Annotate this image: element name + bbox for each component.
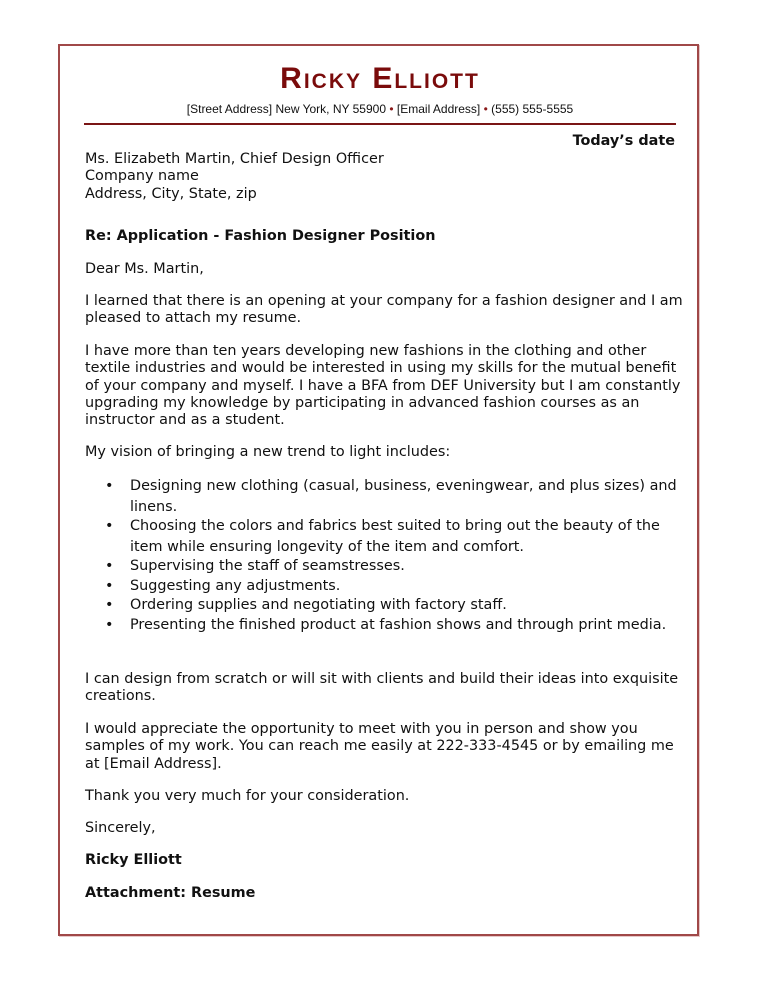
recipient-company: Company name bbox=[85, 168, 199, 185]
letter-date: Today’s date bbox=[572, 133, 675, 149]
attachment-note: Attachment: Resume bbox=[85, 885, 256, 901]
list-item: • Ordering supplies and negotiating with factory staff. bbox=[85, 595, 685, 616]
bullet-icon: • bbox=[105, 518, 114, 534]
list-item: • Designing new clothing (casual, business, eveningwear, and plus sizes) and linens. bbox=[105, 478, 677, 515]
subject-line: Re: Application - Fashion Designer Position bbox=[85, 228, 436, 244]
bullet-icon: • bbox=[105, 558, 114, 574]
contact-email: [Email Address] bbox=[396, 102, 481, 116]
recipient-block bbox=[85, 151, 685, 203]
bullet-icon: • bbox=[105, 577, 114, 594]
paragraph-1: I learned that there is an opening at your company for a fashion designer and I am pleased to attach my resume. bbox=[85, 293, 683, 327]
paragraph-2: I have more than ten years developing new fashions in the clothing and other textile industries and would be interested in using my skills for the mutual benefit of your company and myself. I have a BFA from DEF University but I am constantly upgrading my knowledge by participating in advanced fashion courses as an instructor and as a student. bbox=[85, 343, 681, 429]
contact-phone: (555) 555-5555 bbox=[491, 102, 574, 116]
paragraph-5: I would appreciate the opportunity to meet with you in person and show you samples of my work. You can reach me easily at 222-333-4545 or by emailing me at [Email Address]. bbox=[85, 721, 674, 772]
list-item: • Presenting the finished product at fashion shows and through print media. bbox=[85, 615, 685, 636]
vision-list bbox=[85, 476, 685, 634]
header-divider bbox=[84, 123, 676, 125]
list-item: • Choosing the colors and fabrics best suited to bring out the beauty of the item while ensuring longevity of the item and comfort. bbox=[105, 518, 660, 555]
salutation: Dear Ms. Martin, bbox=[85, 261, 204, 277]
paragraph-6: Thank you very much for your consideration. bbox=[85, 788, 410, 804]
paragraph-3: My vision of bringing a new trend to light includes: bbox=[85, 444, 451, 460]
sender-name: Ricky Elliott bbox=[280, 62, 480, 95]
bullet-icon: • bbox=[105, 478, 114, 494]
list-item: • Supervising the staff of seamstresses. bbox=[85, 556, 685, 577]
list-item: • Suggesting any adjustments. bbox=[85, 576, 685, 597]
separator-dot: • bbox=[483, 102, 488, 116]
bullet-icon: • bbox=[105, 616, 114, 633]
recipient-address: Address, City, State, zip bbox=[85, 185, 257, 202]
separator-dot: • bbox=[389, 102, 394, 116]
contact-street: [Street Address] New York, NY 55900 bbox=[186, 102, 386, 116]
recipient-name: Ms. Elizabeth Martin, Chief Design Officer bbox=[85, 151, 384, 167]
bullet-icon: • bbox=[105, 597, 114, 613]
closing: Sincerely, bbox=[85, 820, 156, 836]
signature: Ricky Elliott bbox=[85, 852, 182, 868]
paragraph-4: I can design from scratch or will sit with clients and build their ideas into exquisite creations. bbox=[85, 671, 679, 705]
contact-line bbox=[0, 101, 760, 117]
